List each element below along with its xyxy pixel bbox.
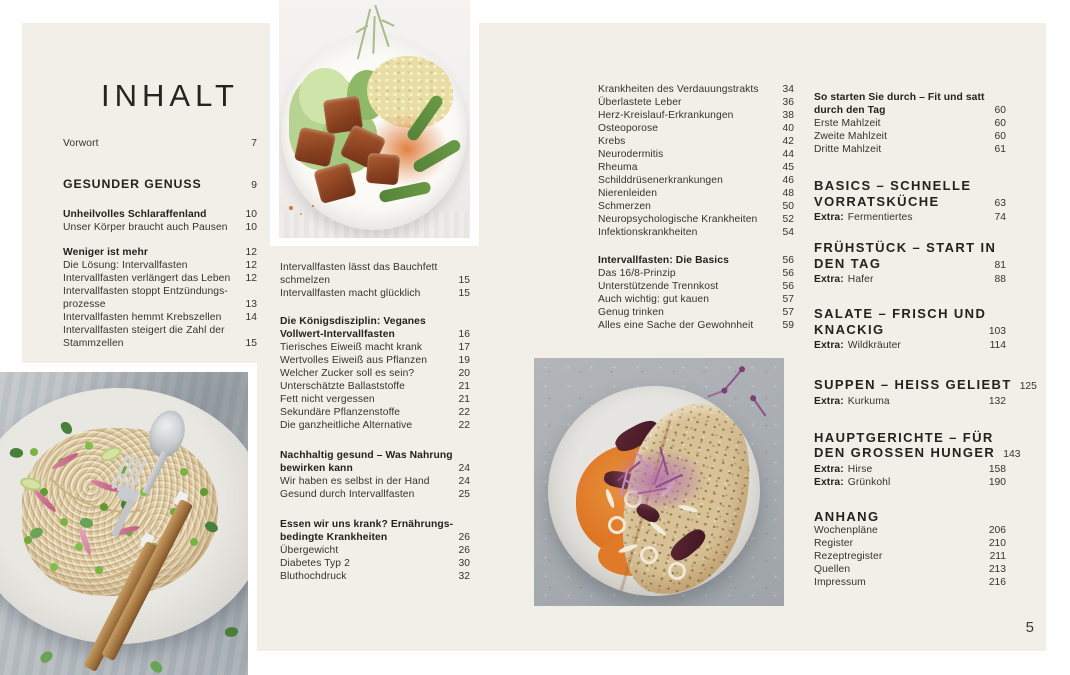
toc-label-prefix: Extra: [814,274,844,285]
toc-block [63,246,257,350]
photo-shape [289,206,293,210]
toc-label: Register [814,538,854,549]
toc-row [598,148,794,161]
toc-label: Osteoporose [598,123,659,134]
toc-row [598,254,794,267]
toc-page-number: 45 [782,162,794,173]
toc-page-number: 17 [458,342,470,353]
toc-page-number: 50 [782,201,794,212]
toc-page-number: 12 [245,260,257,271]
toc-page-number: 15 [458,288,470,299]
toc-row [280,449,470,462]
toc-block [598,83,794,239]
toc-label: Herz-Kreislauf-Erkrankungen [598,110,734,121]
toc-row [63,208,257,221]
toc-label: Sekundäre Pflanzenstoffe [280,407,401,418]
toc-block [814,377,1037,408]
toc-row [280,393,470,406]
toc-label: Vollwert-Intervallfasten [280,329,395,340]
toc-row [598,293,794,306]
toc-page-number: 10 [245,222,257,233]
photo-shape [60,420,74,436]
toc-row [63,246,257,259]
toc-label: Dritte Mahlzeit [814,144,882,155]
toc-label: Unheilvolles Schlaraffenland [63,209,207,220]
toc-label [814,339,901,352]
toc-row [814,211,1006,224]
toc-label-prefix: Extra: [814,340,844,351]
toc-row [598,280,794,293]
toc-row [598,161,794,174]
toc-row [598,226,794,239]
toc-page-number: 210 [988,538,1006,549]
toc-label: Bluthochdruck [280,571,347,582]
toc-page-number: 52 [782,214,794,225]
toc-label: HAUPTGERICHTE – FÜR [814,429,994,445]
toc-block [280,261,470,300]
toc-block [280,518,470,583]
toc-label: Neurodermitis [598,149,664,160]
toc-label [814,476,890,489]
toc-label: Die Lösung: Intervallfasten [63,260,188,271]
toc-page-number: 21 [458,394,470,405]
toc-label-prefix: Extra: [814,476,844,488]
toc-label: FRÜHSTÜCK – START IN [814,240,997,255]
toc-label: Nachhaltig gesund – Was Nahrung [280,450,453,461]
toc-page-number: 213 [988,564,1006,575]
toc-row [814,463,1006,476]
toc-row [280,315,470,328]
photo-shape [355,25,368,34]
toc-block [814,429,1021,489]
toc-label: durch den Tag [814,105,886,116]
toc-page-number: 36 [782,97,794,108]
toc-page-number: 211 [989,551,1006,562]
toc-page-number: 15 [245,338,257,349]
toc-page-number: 103 [988,325,1006,337]
toc-row [63,259,257,272]
toc-label [814,211,913,224]
toc-page-number: 38 [782,110,794,121]
toc-page-number: 216 [988,577,1006,588]
toc-page-number: 13 [245,299,257,310]
toc-label: Intervallfasten: Die Basics [598,255,729,266]
toc-label [814,463,872,476]
toc-label: Wertvolles Eiweiß aus Pflanzen [280,355,428,366]
toc-page-number: 143 [1003,449,1021,460]
toc-row [280,367,470,380]
toc-row [280,488,470,501]
toc-label: Übergewicht [280,545,339,556]
toc-page-number: 48 [782,188,794,199]
toc-row [598,174,794,187]
toc-block [63,137,257,150]
toc-row [63,337,257,350]
toc-row [814,256,1006,274]
toc-row [280,531,470,544]
toc-row [814,143,1006,156]
toc-page-number: 40 [782,123,794,134]
photo-shape [30,448,38,456]
toc-page-number: 22 [458,420,470,431]
toc-label: Intervallfasten hemmt Krebszellen [63,312,222,323]
toc-label: Tierisches Eiweiß macht krank [280,342,423,353]
toc-column-2 [280,261,470,583]
toc-row [63,285,257,298]
toc-row [63,311,257,324]
toc-label: Zweite Mahlzeit [814,131,888,142]
toc-label-prefix: Extra: [814,395,844,407]
toc-page-number: 57 [782,307,794,318]
toc-row [814,430,1006,446]
photo-stuffed-pancake [534,358,784,606]
toc-page-number: 12 [245,247,257,258]
toc-page-number: 10 [245,209,257,220]
toc-page-number: 32 [458,571,470,582]
toc-page-number: 14 [245,312,257,323]
toc-row [814,339,1006,352]
toc-page-number: 57 [782,294,794,305]
page-title: INHALT [101,78,239,113]
toc-page-number: 74 [994,212,1006,223]
toc-label: Intervallfasten macht glücklich [280,288,421,299]
toc-row [598,96,794,109]
toc-label [814,273,873,286]
toc-row [814,524,1006,537]
toc-page-number: 132 [988,395,1006,407]
toc-row [280,354,470,367]
plate [548,386,760,596]
toc-row [814,178,1006,194]
toc-row [814,550,1006,563]
toc-page-number: 158 [988,463,1006,475]
toc-page-number: 114 [989,340,1006,351]
toc-label-text: Hafer [847,274,874,285]
toc-label: Gesund durch Intervallfasten [280,489,415,500]
toc-block [280,449,470,501]
toc-label: Stammzellen [63,338,124,349]
toc-page-number: 42 [782,136,794,147]
toc-label: Genug trinken [598,307,664,318]
toc-column-4 [814,91,1037,589]
toc-page-number: 56 [782,268,794,279]
toc-row [598,109,794,122]
toc-label: Impressum [814,577,866,588]
toc-block [814,178,1006,224]
toc-row [598,187,794,200]
toc-row [63,272,257,285]
toc-label: Unterstützende Trennkost [598,281,719,292]
toc-label: Auch wichtig: gut kauen [598,294,710,305]
toc-page-number: 30 [458,558,470,569]
toc-row [280,419,470,432]
photo-shape [608,516,626,534]
toc-page-number: 9 [251,180,257,191]
toc-column-3 [598,83,794,332]
toc-label: KNACKIG [814,321,885,337]
photo-frame-bowl [270,0,479,246]
toc-row [814,563,1006,576]
toc-label-text: Hirse [847,463,873,475]
toc-block [814,240,1006,286]
toc-row [280,544,470,557]
toc-page-number: 7 [251,138,257,149]
toc-label: Fett nicht vergessen [280,394,375,405]
toc-block [814,509,1006,590]
photo-shape [640,546,658,564]
toc-label: Die Königsdisziplin: Veganes [280,316,426,327]
toc-row [598,83,794,96]
toc-page-number: 26 [458,545,470,556]
toc-label-text: Wildkräuter [847,340,901,351]
toc-label: Unterschätzte Ballaststoffe [280,381,405,392]
toc-label: Krebs [598,136,626,147]
toc-block [814,91,1006,156]
toc-label: Weniger ist mehr [63,247,148,258]
toc-label: Überlastete Leber [598,97,682,108]
photo-tofu-buddha-bowl [279,0,470,238]
toc-label: Wir haben es selbst in der Hand [280,476,430,487]
toc-label: Unser Körper braucht auch Pausen [63,222,228,233]
toc-row [814,445,1021,463]
toc-page-number: 125 [1019,381,1037,392]
toc-row [280,570,470,583]
toc-label: SALATE – FRISCH UND [814,306,987,321]
toc-row [280,274,470,287]
toc-block [63,208,257,234]
toc-label-text: Grünkohl [847,476,891,488]
toc-label: Quellen [814,564,851,575]
toc-label: Schmerzen [598,201,651,212]
toc-row [598,200,794,213]
toc-label: Intervallfasten lässt das Bauchfett [280,262,438,273]
page-number: 5 [1025,619,1034,636]
toc-row [63,176,257,194]
toc-row [814,117,1006,130]
toc-block [814,306,1006,352]
toc-page-number: 63 [994,197,1006,209]
toc-label: Diabetes Typ 2 [280,558,350,569]
toc-label: Das 16/8-Prinzip [598,268,676,279]
toc-page-number: 25 [458,489,470,500]
photo-shape [294,127,336,168]
toc-label: Rheuma [598,162,638,173]
toc-row [280,518,470,531]
toc-row [280,380,470,393]
toc-label: DEN TAG [814,255,882,271]
toc-page-number: 20 [458,368,470,379]
toc-page-number: 19 [458,355,470,366]
toc-label: BASICS – SCHNELLE [814,178,972,193]
toc-row [814,576,1006,589]
toc-row [598,213,794,226]
toc-row [63,137,257,150]
toc-page-number: 206 [988,525,1006,536]
toc-label: Vorwort [63,138,99,149]
toc-page-number: 44 [782,149,794,160]
toc-label-prefix: Extra: [814,212,844,223]
toc-block [63,176,257,194]
toc-label: GESUNDER GENUSS [63,177,202,191]
toc-label: Alles eine Sache der Gewohnheit [598,320,754,331]
toc-page-number: 56 [782,281,794,292]
toc-row [814,509,1006,525]
toc-label: Schilddrüsenerkrankungen [598,175,723,186]
toc-row [280,287,470,300]
toc-row [280,475,470,488]
toc-block [280,315,470,432]
toc-row [814,194,1006,212]
toc-label: Wochenpläne [814,525,878,536]
toc-label: Erste Mahlzeit [814,118,881,129]
toc-label-text: Kurkuma [847,395,890,407]
toc-label: Intervallfasten stoppt Entzündungs- [63,286,228,297]
toc-row [280,341,470,354]
toc-page-number: 22 [458,407,470,418]
toc-row [814,537,1006,550]
photo-shape [366,153,400,186]
toc-label: So starten Sie durch – Fit und satt [814,92,985,103]
toc-row [598,267,794,280]
toc-label-prefix: Extra: [814,463,844,475]
toc-row [814,104,1006,117]
photo-shape [9,446,25,460]
toc-row [598,319,794,332]
toc-row [814,377,1037,395]
toc-row [63,298,257,311]
toc-page-number: 12 [245,273,257,284]
toc-row [280,328,470,341]
toc-row [814,322,1006,340]
toc-label: Nierenleiden [598,188,658,199]
toc-row [598,135,794,148]
toc-page-number: 61 [994,144,1006,155]
toc-page-number: 24 [458,463,470,474]
toc-page-number: 21 [458,381,470,392]
toc-page-number: 15 [458,275,470,286]
toc-row [814,273,1006,286]
toc-page-number: 60 [994,118,1006,129]
toc-label: Intervallfasten verlängert das Leben [63,273,231,284]
toc-row [280,261,470,274]
toc-row [598,306,794,319]
toc-label: Neuropsychologische Krankheiten [598,214,758,225]
toc-label: bewirken kann [280,463,353,474]
toc-label-text: Fermentiertes [847,212,913,223]
toc-label [814,395,890,408]
toc-page-number: 54 [782,227,794,238]
toc-label: Essen wir uns krank? Ernährungs- [280,519,454,530]
toc-label: Krankheiten des Verdauungstrakts [598,84,759,95]
toc-label: VORRATSKÜCHE [814,193,940,209]
toc-page-number: 59 [782,320,794,331]
toc-row [814,240,1006,256]
toc-page-number: 24 [458,476,470,487]
photo-spaghetti-plate [0,372,248,675]
toc-label: SUPPEN – HEISS GELIEBT [814,377,1012,392]
toc-row [598,122,794,135]
toc-row [63,221,257,234]
toc-row [814,476,1006,489]
bowl [281,34,467,230]
toc-page-number: 60 [994,131,1006,142]
toc-row [814,130,1006,143]
photo-frame-pasta [0,363,257,675]
toc-page-number: 81 [994,259,1006,271]
toc-label: Infektionskrankheiten [598,227,698,238]
toc-page-number: 46 [782,175,794,186]
toc-page-number: 34 [782,84,794,95]
toc-row [280,406,470,419]
toc-row [280,557,470,570]
toc-row [814,395,1006,408]
toc-label: Welcher Zucker soll es sein? [280,368,415,379]
toc-page-number: 60 [994,105,1006,116]
toc-block [598,254,794,332]
toc-column-1 [63,137,257,350]
photo-frame-pancake [534,358,784,606]
toc-row [814,91,1006,104]
toc-label: Intervallfasten steigert die Zahl der [63,325,225,336]
toc-row [280,462,470,475]
toc-page-number: 88 [994,274,1006,285]
toc-row [63,324,257,337]
toc-label: prozesse [63,299,106,310]
toc-label: ANHANG [814,508,880,524]
toc-label: bedingte Krankheiten [280,532,388,543]
toc-label: DEN GROSSEN HUNGER [814,445,996,460]
toc-page-number: 190 [988,476,1006,488]
toc-row [814,306,1006,322]
photo-shape [668,562,686,580]
toc-label: Die ganzheitliche Alternative [280,420,413,431]
toc-page-number: 56 [782,255,794,266]
toc-page-number: 16 [458,329,470,340]
toc-label: Rezeptregister [814,551,883,562]
toc-page-number: 26 [458,532,470,543]
toc-label: schmelzen [280,275,331,286]
